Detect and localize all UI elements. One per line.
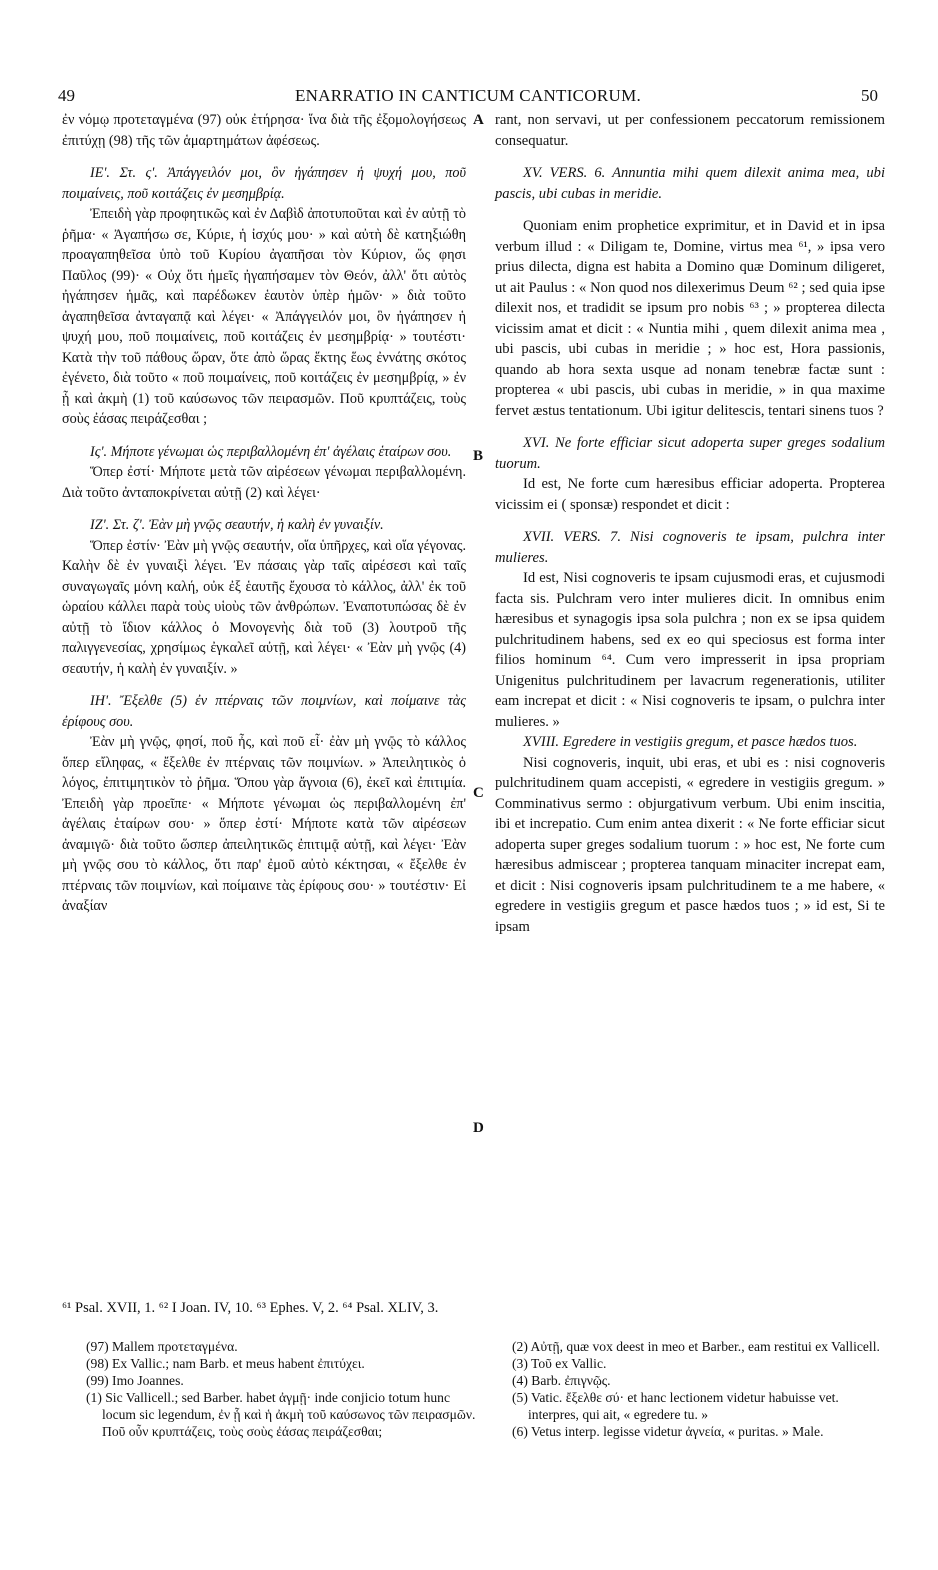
scripture-references: ⁶¹ Psal. XVII, 1. ⁶² I Joan. IV, 10. ⁶³ Ephes. V, 2. ⁶⁴ Psal. XLIV, 3. bbox=[62, 1300, 439, 1316]
latin-heading-15: XV. VERS. 6. Annuntia mihi quem dilexit anima mea, ubi pascis, ubi cubas in meridie. bbox=[495, 165, 885, 202]
footnote-1: (1) Sic Vallicell.; sed Barber. habet ἀγμῇ· inde conjicio totum hunc locum sic legendum, ἐν ᾗ καὶ ἡ ἀκμὴ τοῦ καύσωνος τῶν πειρασμῶν. Ποῦ οὖν κρυπτάζεις, τοὺς σοὺς ἐάσας πειράζεσθαι; bbox=[86, 1390, 476, 1439]
greek-para-4: Ὅπερ ἐστίν· Ἐὰν μὴ γνῷς σεαυτήν, οἵα ὑπῆρχες, καὶ οἵα γέγονας. Καλὴν δὲ ἐν γυναιξὶ λέγει. Ἐν πάσαις γὰρ ταῖς αἱρέσεσι καὶ ταῖς συναγωγαῖς μόνη καλή, οὐκ ἐξ ἑαυτῆς ἔχουσα τὸ κάλλος, ἀλλ' ἐκ τοῦ ὡραίου κάλλει παρὰ τοὺς υἱοὺς τῶν ἀνθρώπων. Ἐναποτυπώσας δὲ ἐν αὐτῇ τὸ ἴδιον κάλλος ὁ Μονογενὴς διὰ τοῦ (3) λουτροῦ τῆς παλιγγενεσίας, χρησίμως ἐγκαλεῖ αὐτῇ, καὶ λέγει· « Ἐὰν μὴ γνῷς (4) σεαυτήν, ἡ καλὴ ἐν γυναιξίν. » bbox=[62, 537, 466, 677]
footnote-99: (99) Imo Joannes. bbox=[86, 1373, 184, 1388]
page-number-left: 49 bbox=[58, 86, 75, 105]
greek-para-2: Ἐπειδὴ γὰρ προφητικῶς καὶ ἐν Δαβὶδ ἀποτυποῦται καὶ ἐν αὐτῇ τὸ ῥῆμα· « Ἀγαπήσω σε, Κύριε, ἡ ἰσχύς μου· » καὶ αὐτὴ δὲ κατηξιώθη προαγαπηθεῖσα ὑπὸ τοῦ Κυρίου ἀγαπῆσαι τὸν Κύριον, ὥς φησι Παῦλος (99)· « Οὐχ ὅτι ἡμεῖς ἠγαπήσαμεν τὸν Θεόν, ἀλλ' ὅτι αὐτὸς ἠγάπησεν ἡμᾶς, καὶ παρέδωκεν ἑαυτὸν ὑπὲρ ἡμῶν· » διὰ τοῦτο ἀγαπηθεῖσα ἀνταγαπᾷ καὶ λέγει· « Ἀπάγγειλόν μοι, ὃν ἠγάπησεν ἡ ψυχή μου, ποῦ ποιμαίνεις, ποῦ κοιτάζεις ἐν μεσημβρίᾳ· » τουτέστι· Κατὰ τὴν τοῦ πάθους ὥραν, ὅτε ἀπὸ ὥρας ἕκτης ἕως ἐννάτης σκότος ἐγένετο, διὰ τοῦτο « ποῦ ποιμαίνεις, ποῦ κοιτάζεις ἐν μεσημβρίᾳ, » ἐν ᾗ καὶ ἀκμὴ (1) τοῦ καύσωνος τῶν πειρασμῶν. Ποῦ κρυπτάζεις, τοὺς σοὺς ἐάσας πειράζεσθαι ; bbox=[62, 206, 466, 427]
latin-heading-16: XVI. Ne forte efficiar sicut adoperta super greges sodalium tuorum. bbox=[495, 435, 885, 472]
greek-heading-18: ΙΗ'. Ἔξελθε (5) ἐν πτέρναις τῶν ποιμνίων, καὶ ποίμαινε τὰς ἐρίφους σου. bbox=[62, 693, 466, 730]
latin-heading-18: XVIII. Egredere in vestigiis gregum, et pasce hædos tuos. bbox=[523, 734, 858, 750]
latin-para-4: Id est, Nisi cognoveris te ipsam cujusmodi eras, et cujusmodi facta sis. Pulchram vero inter mulieres dicit. In omnibus enim hæresibus et synagogis ipsa sola pulchra ; non ex se ipsa quidem pulchritudinem habens, sed ex eo qui speciosus est forma inter filios hominum ⁶⁴. Cum vero impresserit in ipsa propriam Unigenitus pulchritudinem per lavacrum regenerationis, utiliter eam increpat et dicit : « Nisi cognoveris te ipsam, o pulchra inter mulieres. » bbox=[495, 570, 885, 730]
footnote-4: (4) Barb. ἐπιγνῷς. bbox=[512, 1373, 611, 1388]
greek-heading-17: ΙΖ'. Στ. ζ'. Ἐὰν μὴ γνῷς σεαυτήν, ἡ καλὴ ἐν γυναιξίν. bbox=[90, 517, 384, 533]
page-number-right: 50 bbox=[861, 86, 878, 105]
running-header bbox=[58, 86, 878, 110]
footnote-6: (6) Vetus interp. legisse videtur ἀγνεία, « puritas. » Male. bbox=[512, 1424, 824, 1439]
margin-marker-d: D bbox=[473, 1120, 484, 1136]
footnote-3: (3) Τοῦ ex Vallic. bbox=[512, 1356, 607, 1371]
latin-para-3: Id est, Ne forte cum hæresibus efficiar adoperta. Propterea vicissim ei ( sponsæ) respondet et dicit : bbox=[495, 476, 885, 513]
footnotes-right bbox=[512, 1338, 892, 1440]
greek-heading-15: ΙΕ'. Στ. ς'. Ἀπάγγειλόν μοι, ὃν ἠγάπησεν ἡ ψυχή μου, ποῦ ποιμαίνεις, ποῦ κοιτάζεις ἐν μεσημβρίᾳ. bbox=[62, 165, 466, 202]
latin-heading-17: XVII. VERS. 7. Nisi cognoveris te ipsam, pulchra inter mulieres. bbox=[495, 529, 885, 566]
greek-column bbox=[62, 110, 466, 917]
greek-para-3: Ὅπερ ἐστί· Μήποτε μετὰ τῶν αἱρέσεων γένωμαι περιβαλλομένη. Διὰ τοῦτο ἀνταποκρίνεται αὐτῇ (2) καὶ λέγει· bbox=[62, 464, 466, 501]
greek-para-1: ἐν νόμῳ προτεταγμένα (97) οὐκ ἐτήρησα· ἵνα διὰ τῆς ἐξομολογήσεως ἐπιτύχῃ (98) τῆς τῶν ἁμαρτημάτων ἀφέσεως. bbox=[62, 112, 466, 149]
running-title: ENARRATIO IN CANTICUM CANTICORUM. bbox=[294, 86, 642, 105]
latin-column bbox=[495, 110, 885, 937]
greek-heading-16: Ις'. Μήποτε γένωμαι ὡς περιβαλλομένη ἐπ' ἀγέλαις ἑταίρων σου. bbox=[90, 443, 452, 460]
latin-para-1: rant, non servavi, ut per confessionem peccatorum remissionem consequatur. bbox=[495, 112, 885, 149]
footnote-97: (97) Mallem προτεταγμένα. bbox=[86, 1339, 238, 1354]
latin-para-5: Nisi cognoveris, inquit, ubi eras, et ubi es : nisi cognoveris pulchritudinem quam accepisti, « egredere in vestigiis gregum. » Comminativus sermo : objurgativum verbum. Ubi enim inscitia, ibi et increpatio. Cum enim antea dixerit : « Ne forte efficiar sicut adoperta super greges sodalium tuorum : » hoc est, Ne forte cum hæresibus admiscear ; propterea tanquam minaciter increpat eam, et dicit : Nisi cognoveris ipsam pulchritudinem te a me habere, « egredere in vestigiis gregum et pasce hædos tuos ; » id est, Si te ipsam bbox=[495, 754, 885, 935]
margin-marker-c: C bbox=[473, 785, 484, 801]
footnotes-left bbox=[86, 1338, 486, 1440]
footnote-98: (98) Ex Vallic.; nam Barb. et meus habent ἐπιτύχει. bbox=[86, 1356, 365, 1371]
latin-para-2: Quoniam enim prophetice exprimitur, et in David et in ipsa verbum illud : « Diligam te, Domine, virtus mea ⁶¹, » ipsa vero prius dilecta, digna est habita a Domino quæ Dominum diligeret, ut ait Paulus : « Non quod nos dilexerimus Deum ⁶² ; sed quia ipse dilexit nos, et tradidit se ipsum pro nobis ⁶³ ; » propterea dilecta vicissim amat et dicit : « Nuntia mihi , quem dilexit anima mea , ubi pascis, ubi cubas in meridie ; » hoc est, Hora passionis, quando ab hora sexta usque ad nonam tenebræ factæ sunt : propterea « ubi pascis, ubi cubas in meridie, » in qua maxime fervet æstus tentationum. Ubi igitur delitescis, tentari sinens tuos ? bbox=[495, 218, 885, 419]
greek-para-5: Ἐὰν μὴ γνῷς, φησί, ποῦ ἦς, καὶ ποῦ εἶ· ἐὰν μὴ γνῷς τὸ κάλλος ὅπερ εἴληφας, « ἔξελθε ἐν πτέρναις τῶν ποιμνίων. » Ἀπειλητικὸς ὁ λόγος, ἐπιτιμητικὸν τὸ ῥῆμα. Ὅπου γὰρ ἄγνοια (6), ἐκεῖ καὶ ἐπιτιμία. Ἐπειδὴ γὰρ προεῖπε· « Μήποτε γένωμαι ὡς περιβαλλομένη ἐπ' ἀγέλαις ἑταίρων σου· » ὅπερ ἐστί· Μήποτε κατὰ τῶν αἱρέσεων ἀναμιγῶ· διὰ τοῦτο ὥσπερ ἀπειλητικῶς ἐπιτιμᾷ αὐτῇ, καὶ λέγει· Ἐὰν μὴ γνῷς σου τὸ κάλλος, ὅτι παρ' ἐμοῦ αὐτὸ κέκτησαι, « ἔξελθε ἐν πτέρναις τῶν ποιμνίων, καὶ ποίμαινε τὰς ἐρίφους σου· » τουτέστιν· Εἰ ἀναξίαν bbox=[62, 734, 466, 914]
footnote-5: (5) Vatic. ἔξελθε σύ· et hanc lectionem videtur habuisse vet. interpres, qui ait, « egredere tu. » bbox=[512, 1390, 839, 1422]
footnote-2: (2) Αὐτῇ, quæ vox deest in meo et Barber., eam restitui ex Vallicell. bbox=[512, 1339, 880, 1354]
margin-marker-b: B bbox=[473, 448, 484, 464]
margin-marker-a: A bbox=[473, 112, 484, 128]
